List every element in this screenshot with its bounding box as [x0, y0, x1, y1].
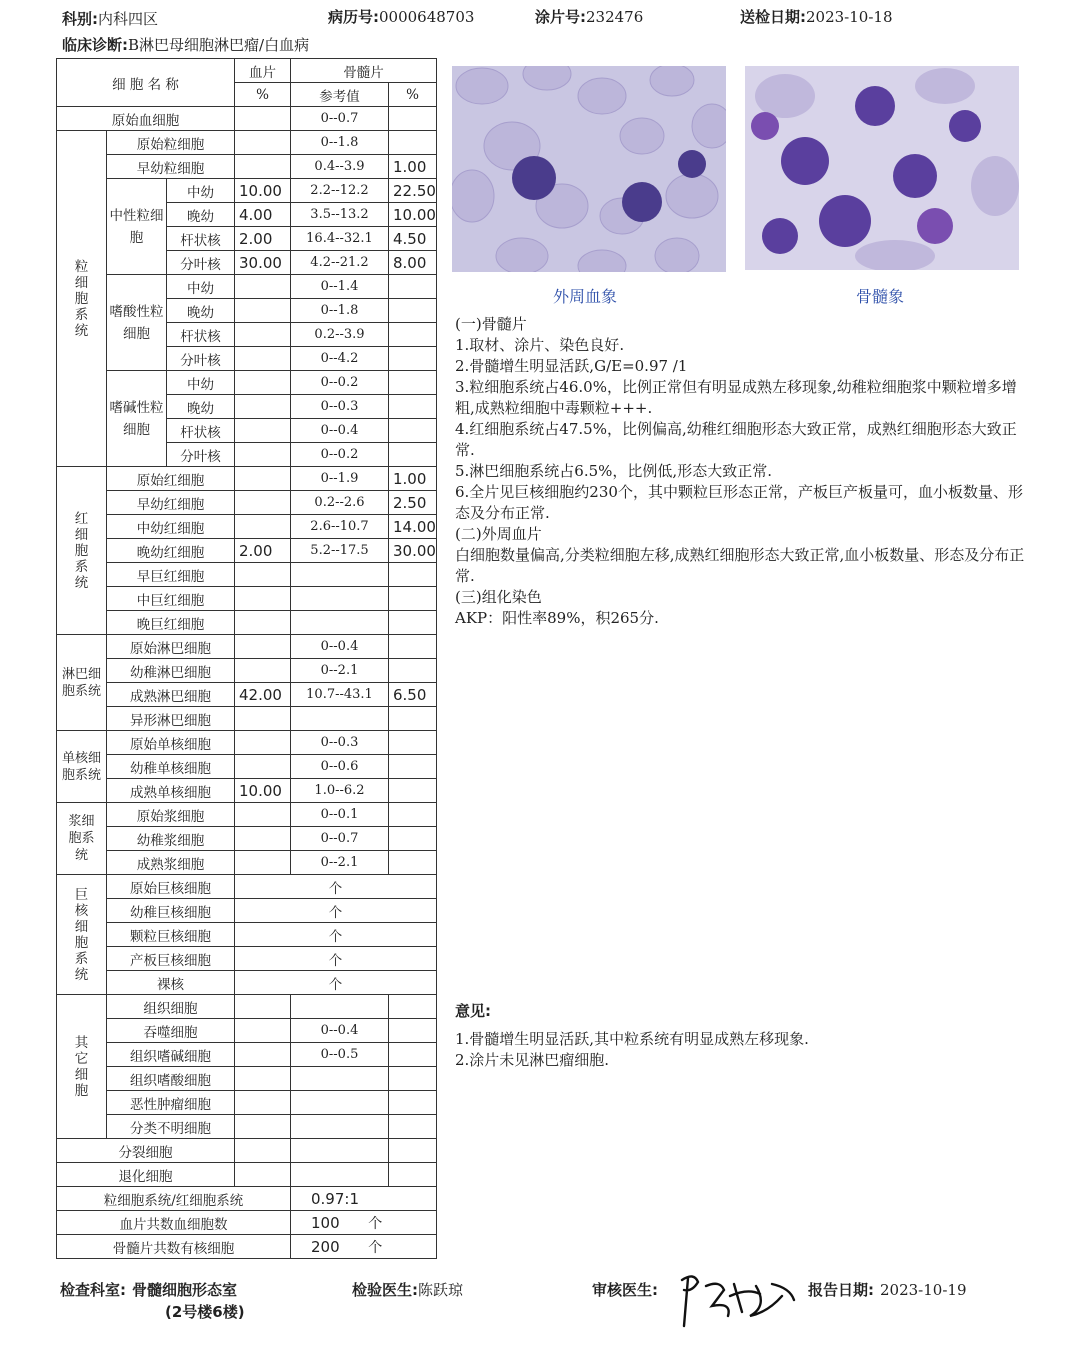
findings-text	[455, 314, 1030, 629]
findings-line: (一)骨髓片	[455, 315, 527, 333]
findings-line: (二)外周血片	[455, 525, 542, 543]
col-blood-pct: %	[235, 83, 291, 107]
record-field: 病历号:0000648703	[328, 8, 475, 26]
findings-line: 6.全片见巨核细胞约230个，其中颗粒巨形态正常，产板巨产板量可，血小板数量、形态及分布正常.	[455, 483, 1023, 522]
findings-line: AKP：阳性率89%，积265分.	[455, 609, 659, 627]
table-row: 组织嗜碱细胞 0--0.5	[57, 1043, 437, 1067]
table-row: 嗜碱性粒细胞 中幼 0--0.2	[57, 371, 437, 395]
ratio-row: 粒细胞系统/红细胞系统 0.97:1	[57, 1187, 437, 1211]
findings-line: 4.红细胞系统占47.5%，比例偏高,幼稚红细胞形态大致正常，成熟红细胞形态大致正常.	[455, 420, 1017, 459]
reviewer-signature	[672, 1266, 802, 1330]
table-row: 嗜酸性粒细胞 中幼 0--1.4	[57, 275, 437, 299]
table-row: 晚幼 0--0.3	[57, 395, 437, 419]
table-row: 组织嗜酸细胞	[57, 1067, 437, 1091]
table-row: 恶性肿瘤细胞	[57, 1091, 437, 1115]
col-marrow-header: 骨髓片	[291, 59, 437, 83]
footer-dept-location: (2号楼6楼)	[165, 1303, 245, 1321]
table-row: 中性粒细胞 中幼 10.00 2.2--12.2 22.50	[57, 179, 437, 203]
footer-reviewer: 审核医生:	[592, 1281, 658, 1299]
table-row: 幼稚巨核细胞 个	[57, 899, 437, 923]
opinion-line: 1.骨髓增生明显活跃,其中粒系统有明显成熟左移现象.	[455, 1030, 809, 1048]
send-date-field: 送检日期:2023-10-18	[740, 8, 893, 26]
table-row: 杆状核 0.2--3.9	[57, 323, 437, 347]
table-row: 杆状核 2.00 16.4--32.1 4.50	[57, 227, 437, 251]
table-row: 分叶核 0--0.2	[57, 443, 437, 467]
blood-count-row: 血片共数血细胞数 100 个	[57, 1211, 437, 1235]
table-row: 早幼红细胞 0.2--2.6 2.50	[57, 491, 437, 515]
table-row: 淋巴细胞系统 原始淋巴细胞 0--0.4	[57, 635, 437, 659]
table-row: 分裂细胞	[57, 1139, 437, 1163]
footer-dept: 检查科室: 骨髓细胞形态室	[60, 1281, 238, 1299]
col-ref-header: 参考值	[291, 83, 389, 107]
table-row: 成熟单核细胞 10.00 1.0--6.2	[57, 779, 437, 803]
col-marrow-pct: %	[389, 83, 437, 107]
table-row: 红细胞系统 原始红细胞 0--1.9 1.00	[57, 467, 437, 491]
findings-line: 2.骨髓增生明显活跃,G/E=0.97 /1	[455, 357, 688, 375]
table-row: 分叶核 30.00 4.2--21.2 8.00	[57, 251, 437, 275]
findings-line: 1.取材、涂片、染色良好.	[455, 336, 625, 354]
smear-field: 涂片号:232476	[535, 8, 644, 26]
table-row: 幼稚单核细胞 0--0.6	[57, 755, 437, 779]
table-row: 成熟浆细胞 0--2.1	[57, 851, 437, 875]
group-mega: 巨核细胞系统	[57, 875, 107, 995]
table-row: 杆状核 0--0.4	[57, 419, 437, 443]
table-row: 颗粒巨核细胞 个	[57, 923, 437, 947]
marrow-caption: 骨髓象	[855, 287, 904, 306]
table-row: 幼稚淋巴细胞 0--2.1	[57, 659, 437, 683]
group-plasma: 浆细胞系统	[57, 803, 107, 875]
table-row: 其它细胞 组织细胞	[57, 995, 437, 1019]
group-granulo: 粒细胞系统	[57, 131, 107, 467]
table-row: 原始血细胞 0--0.7	[57, 107, 437, 131]
cell-count-table	[56, 58, 437, 1259]
group-lympho: 淋巴细胞系统	[57, 635, 107, 731]
table-row: 晚幼 0--1.8	[57, 299, 437, 323]
table-row: 粒细胞系统 原始粒细胞 0--1.8	[57, 131, 437, 155]
diagnosis-field: 临床诊断:B淋巴母细胞淋巴瘤/白血病	[62, 36, 310, 54]
table-row: 分类不明细胞	[57, 1115, 437, 1139]
table-row: 幼稚浆细胞 0--0.7	[57, 827, 437, 851]
peripheral-blood-image	[452, 66, 726, 272]
bone-marrow-image	[745, 66, 1019, 270]
table-row: 中巨红细胞	[57, 587, 437, 611]
group-other: 其它细胞	[57, 995, 107, 1139]
dept-field: 科别:内科四区	[62, 10, 159, 28]
footer-doctor: 检验医生:陈跃琼	[352, 1281, 464, 1299]
table-row: 单核细胞系统 原始单核细胞 0--0.3	[57, 731, 437, 755]
table-row: 吞噬细胞 0--0.4	[57, 1019, 437, 1043]
table-row: 异形淋巴细胞	[57, 707, 437, 731]
opinion-line: 2.涂片未见淋巴瘤细胞.	[455, 1051, 610, 1069]
table-row: 晚幼红细胞 2.00 5.2--17.5 30.00	[57, 539, 437, 563]
table-row: 分叶核 0--4.2	[57, 347, 437, 371]
table-row: 巨核细胞系统 原始巨核细胞 个	[57, 875, 437, 899]
findings-line: 3.粒细胞系统占46.0%，比例正常但有明显成熟左移现象,幼稚粒细胞浆中颗粒增多增粗,成熟粒细胞中毒颗粒+++.	[455, 378, 1017, 417]
table-row: 早巨红细胞	[57, 563, 437, 587]
table-row: 裸核 个	[57, 971, 437, 995]
table-row: 产板巨核细胞 个	[57, 947, 437, 971]
group-mono: 单核细胞系统	[57, 731, 107, 803]
group-neutro: 中性粒细胞	[107, 179, 167, 275]
findings-line: (三)组化染色	[455, 588, 542, 606]
footer-report-date: 报告日期: 2023-10-19	[808, 1281, 967, 1299]
findings-line: 白细胞数量偏高,分类粒细胞左移,成熟红细胞形态大致正常,血小板数量、形态及分布正常.	[455, 546, 1025, 585]
marrow-count-row: 骨髓片共数有核细胞 200 个	[57, 1235, 437, 1259]
table-row: 晚巨红细胞	[57, 611, 437, 635]
table-row: 浆细胞系统 原始浆细胞 0--0.1	[57, 803, 437, 827]
table-row: 晚幼 4.00 3.5--13.2 10.00	[57, 203, 437, 227]
opinion-text	[455, 1029, 1030, 1071]
table-row: 中幼红细胞 2.6--10.7 14.00	[57, 515, 437, 539]
table-row: 成熟淋巴细胞 42.00 10.7--43.1 6.50	[57, 683, 437, 707]
peripheral-caption: 外周血象	[552, 287, 617, 306]
col-blood-header: 血片	[235, 59, 291, 83]
table-row: 早幼粒细胞 0.4--3.9 1.00	[57, 155, 437, 179]
findings-line: 5.淋巴细胞系统占6.5%，比例低,形态大致正常.	[455, 462, 772, 480]
table-row: 退化细胞	[57, 1163, 437, 1187]
group-erythro: 红细胞系统	[57, 467, 107, 635]
group-baso: 嗜碱性粒细胞	[107, 371, 167, 467]
col-name-header: 细 胞 名 称	[57, 59, 235, 107]
opinion-heading: 意见:	[455, 1002, 491, 1020]
group-eosino: 嗜酸性粒细胞	[107, 275, 167, 371]
